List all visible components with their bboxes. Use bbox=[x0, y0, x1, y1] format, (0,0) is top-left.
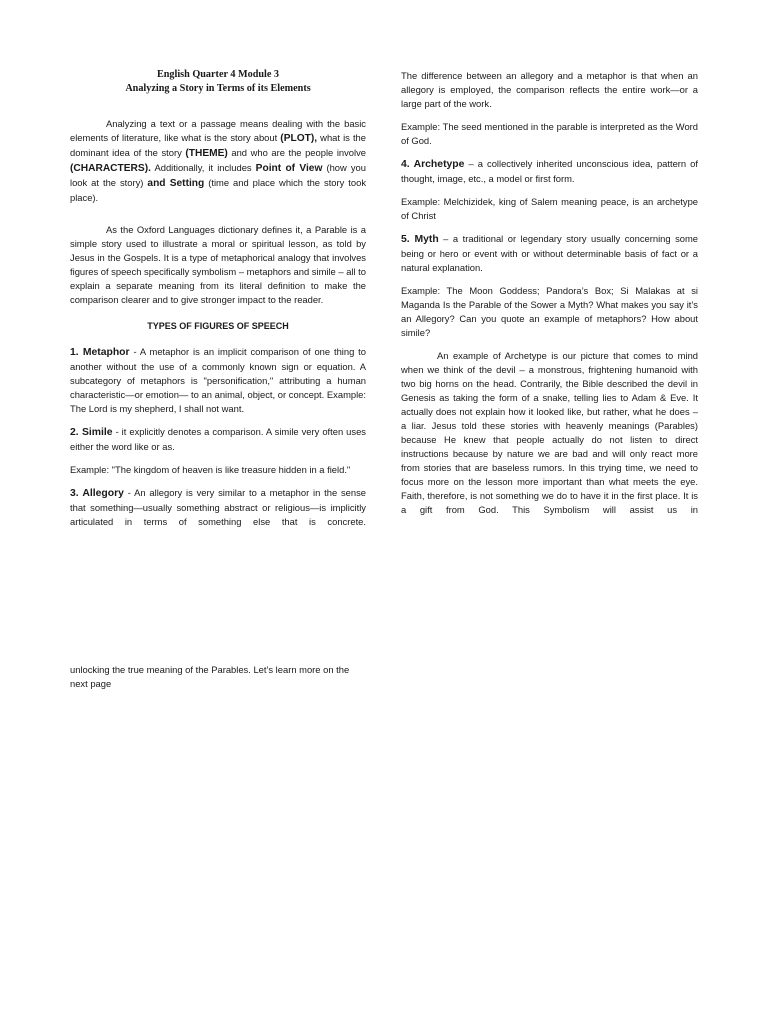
archetype-paragraph: 4. Archetype – a collectively inherited unconscious idea, pattern of thought, image, etc., a model or first form. bbox=[401, 158, 698, 184]
allegory-term: 3. Allegory bbox=[70, 488, 124, 499]
myth-term: 5. Myth bbox=[401, 234, 439, 245]
document-title-line-1: English Quarter 4 Module 3 bbox=[156, 69, 280, 80]
myth-paragraph: 5. Myth – a traditional or legendary story usually concerning some being or hero or event with or without determinable basis of fact or a natural explanation. bbox=[401, 233, 698, 273]
metaphor-paragraph: 1. Metaphor - A metaphor is an implicit comparison of one thing to another without the use of a commonly known sign or equation. A subcategory of metaphors is "personification," attributing a human characteristic—or emotion— to an animal, object, or concept. Example: The Lord is my shepherd, I shall not want. bbox=[70, 346, 366, 414]
allegory-paragraph: 3. Allegory - An allegory is very similar to a metaphor in the sense that something—usually something abstract or religious—is implicitly articulated in terms of something else that is concrete. bbox=[70, 487, 366, 527]
simile-term: 2. Simile bbox=[70, 427, 113, 438]
intro-paragraph: Analyzing a text or a passage means dealing with the basic elements of literature, like what is the story about (PLOT), what is the dominant idea of the story (THEME) and who are the people involve (CHARACTERS). Additionally, it includes Point of View (how you look at the story) and Setting (time and place which the story took place). bbox=[70, 118, 367, 203]
continuation-paragraph: unlocking the true meaning of the Parables. Let’s learn more on the next page bbox=[70, 664, 350, 689]
myth-example: Example: The Moon Goddess; Pandora’s Box; Si Malakas at si Maganda Is the Parable of the Sower a Myth? What makes you say it’s an Allegory? Can you quote an example of metaphors? How about simile? bbox=[401, 285, 698, 338]
allegory-example: Example: The seed mentioned in the parable is interpreted as the Word of God. bbox=[401, 121, 698, 146]
archetype-example: Example: Melchizidek, king of Salem meaning peace, is an archetype of Christ bbox=[401, 196, 698, 221]
metaphor-term: 1. Metaphor bbox=[70, 347, 130, 358]
simile-example: Example: "The kingdom of heaven is like treasure hidden in a field." bbox=[70, 464, 351, 475]
archetype-term: 4. Archetype bbox=[401, 159, 465, 170]
parable-definition-paragraph: As the Oxford Languages dictionary defines it, a Parable is a simple story used to illustrate a moral or spiritual lesson, as told by Jesus in the Gospels. It is a type of metaphorical analogy that involves figures of speech specifically symbolism – metaphors and simile – all to explain a separate meaning from its literal definition to make the comparison clearer and to give stronger impact to the reader. bbox=[70, 224, 366, 305]
plot-term: (PLOT), bbox=[280, 133, 318, 144]
document-title-line-2: Analyzing a Story in Terms of its Elements bbox=[125, 82, 311, 94]
left-column-bottom bbox=[70, 663, 366, 691]
point-of-view-term: Point of View bbox=[255, 163, 323, 174]
characters-term: (CHARACTERS). bbox=[70, 163, 151, 174]
theme-term: (THEME) bbox=[185, 148, 228, 159]
allegory-metaphor-difference: The difference between an allegory and a metaphor is that when an allegory is employed, the comparison reflects the entire work—or a large part of the work. bbox=[401, 70, 698, 109]
left-column bbox=[70, 68, 366, 529]
right-column bbox=[401, 69, 698, 517]
setting-term: and Setting bbox=[147, 178, 205, 189]
archetype-explanation-paragraph: An example of Archetype is our picture that comes to mind when we think of the devil – a monstrous, frightening humanoid with two big horns on the head. Contrarily, the Bible described the devil in Genesis as taking the form of a snake, telling lies to Adam & Eve. It actually does not explain how it looked like, but rather, what he does – a liar. Jesus told these stories with heavenly meanings (Parables) because He knew that people actually do not listen to direct instructions because by nature we are bad and will only react more from stories that are baseless rumors. In this trying time, we need to focus more on the lesson more important than what meets the eye. Faith, therefore, is not something we do to have it in the first place. It is a gift from God. This Symbolism will assist us in bbox=[401, 350, 698, 515]
simile-paragraph: 2. Simile - it explicitly denotes a comparison. A simile very often uses either the word like or as. bbox=[70, 426, 366, 452]
types-heading: TYPES OF FIGURES OF SPEECH bbox=[147, 321, 289, 331]
